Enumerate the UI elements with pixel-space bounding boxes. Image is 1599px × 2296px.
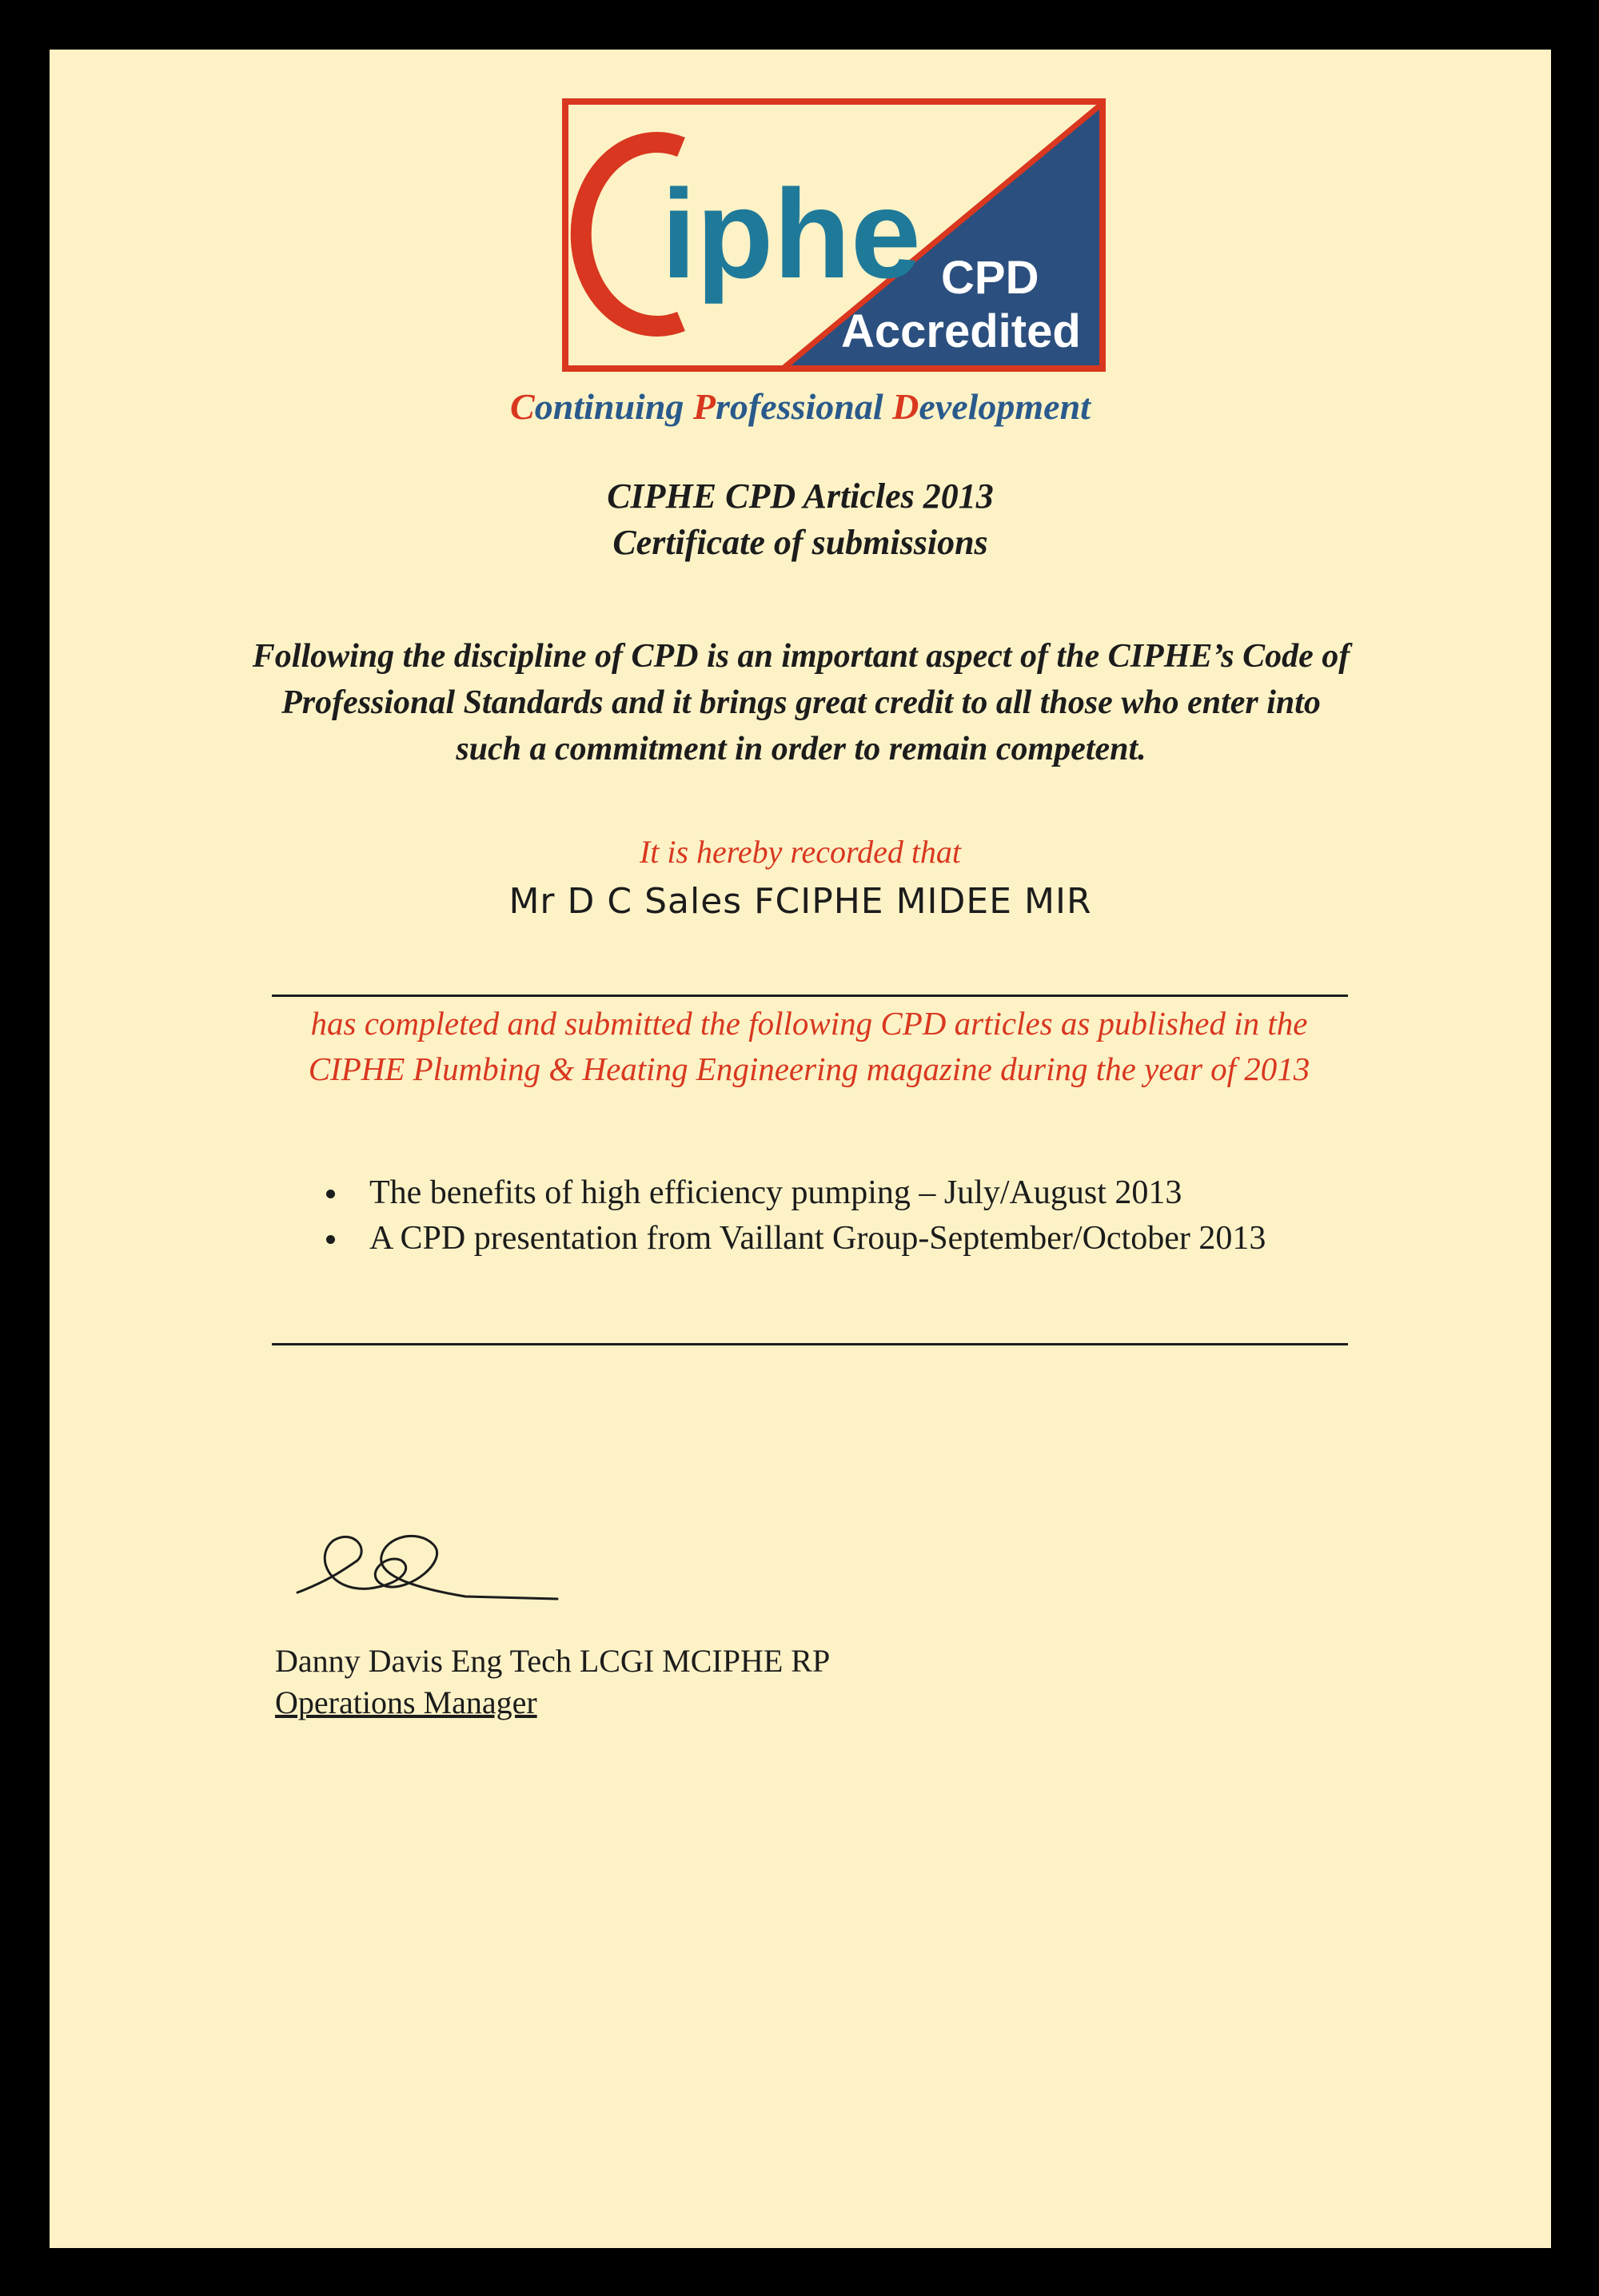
cpd-heading [50,385,1551,428]
cpd-initial-p: P [692,386,716,427]
divider-bottom [272,1343,1348,1345]
recipient-name: Mr D C Sales FCIPHE MIDEE MIR [508,881,1092,922]
certificate-subtitle: Certificate of submissions [612,523,988,562]
signatory-block [275,1640,830,1724]
completed-statement: has completed and submitted the following CPD articles as published in the CIPHE Plumbing & Heating Engineering magazine during the year of 2013 [308,1005,1310,1087]
recorded-label: It is hereby recorded that [639,834,962,870]
cpd-initial-c: C [510,386,535,427]
ciphe-cpd-accredited-logo [561,98,1107,373]
list-item: The benefits of high efficiency pumping – July/August 2013 [321,1170,1361,1216]
certificate-title: CIPHE CPD Articles 2013 [607,476,994,516]
certificate-titles [50,473,1551,566]
logo-badge-accredited: Accredited [841,305,1081,357]
divider-top [272,995,1348,997]
cpd-word-continuing: ontinuing [534,386,693,427]
certificate-page [50,50,1551,2248]
signature-image [281,1513,569,1616]
article-list [321,1170,1361,1262]
intro-paragraph: Following the discipline of CPD is an important aspect of the CIPHE’s Code of Professional Standards and it brings great credit to all those who enter into such a commitment in order to remain competent. [252,638,1350,767]
cpd-word-development: evelopment [919,386,1091,427]
signatory-name: Danny Davis Eng Tech LCGI MCIPHE RP [275,1643,831,1679]
logo-badge-cpd: CPD [941,252,1039,304]
logo-brand-text: iphe [661,164,921,305]
list-item: A CPD presentation from Vaillant Group-September/October 2013 [321,1216,1361,1262]
cpd-word-professional: rofessional [716,386,893,427]
signatory-role: Operations Manager [275,1684,537,1720]
cpd-initial-d: D [892,386,919,427]
